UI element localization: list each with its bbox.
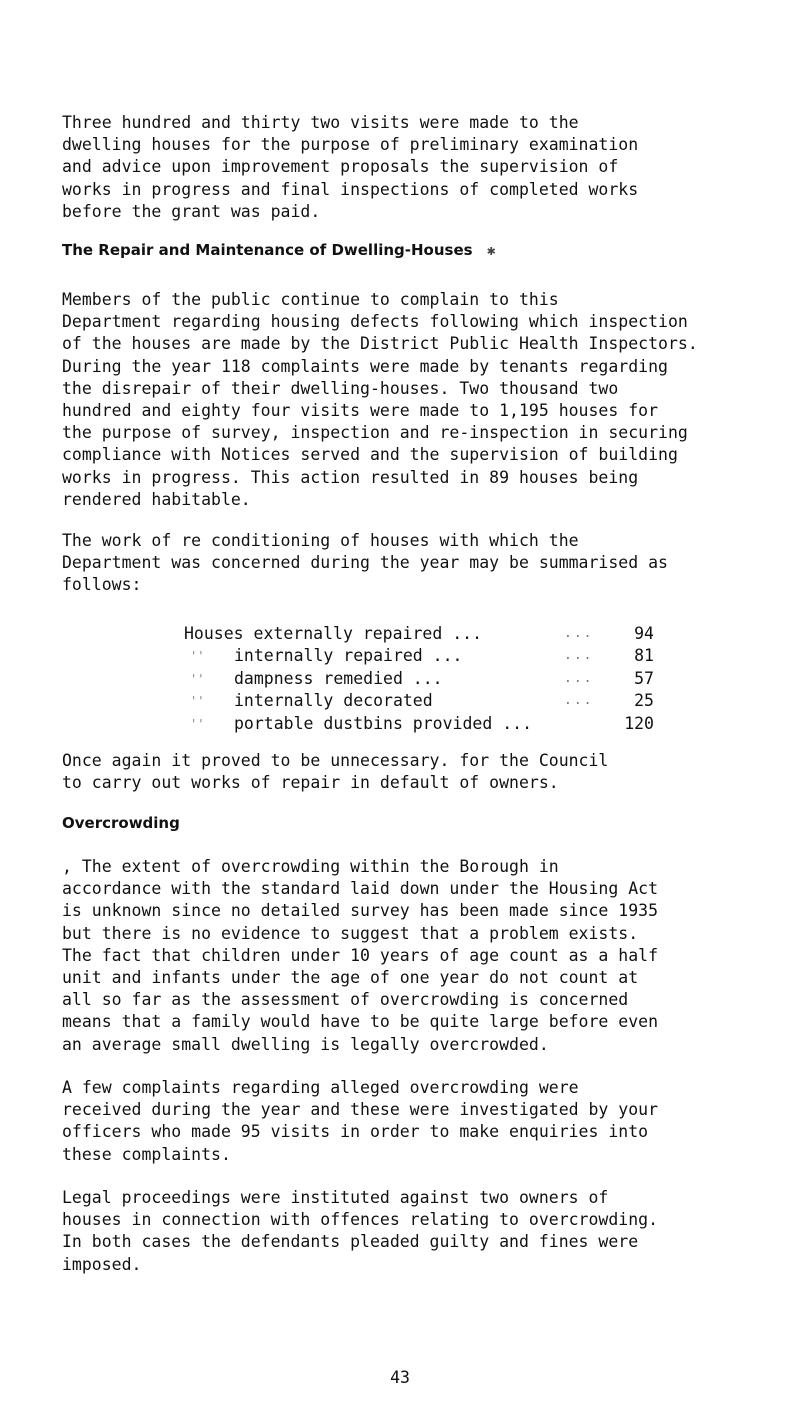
- leader-dots: ...: [564, 626, 594, 641]
- houses-prefix: Houses: [184, 624, 244, 643]
- reconditioning-table: [184, 623, 654, 735]
- row-label: internally decorated: [234, 691, 433, 711]
- table-row: [184, 668, 654, 690]
- row-value: 94: [634, 624, 654, 643]
- table-row: [184, 645, 654, 667]
- row-value: 25: [634, 691, 654, 711]
- paragraph-complaints: Members of the public continue to complain to this Department regarding housing defects following which inspection of the houses are made by the District Public Health Inspectors. During the year 118 complaints were made by tenants regarding the disrepair of their dwelling-houses. Two thousand two hundred and eighty four visits were made to 1,195 houses for the purpose of survey, inspection and re-inspection in securing compliance with Notices served and the supervision of building works in progress. This action resulted in 89 houses being rendered habitable.: [62, 290, 698, 509]
- ditto-mark: '': [190, 694, 205, 709]
- paragraph-reconditioning-intro: The work of re conditioning of houses with which the Department was concerned during the year may be summarised as follows:: [62, 531, 668, 595]
- asterisk-mark-icon: ✱: [486, 245, 496, 258]
- row-label: [184, 623, 482, 645]
- ditto-mark: '': [190, 671, 205, 686]
- leader-dots: ...: [564, 670, 594, 686]
- section-heading-repair: [62, 241, 496, 259]
- table-row: [184, 713, 654, 735]
- table-row: [184, 623, 654, 645]
- ditto-mark: '': [190, 649, 205, 664]
- leader-dots: ...: [564, 693, 594, 709]
- heading-text: The Repair and Maintenance of Dwelling-Houses: [62, 241, 473, 259]
- row-label: portable dustbins provided ...: [234, 713, 533, 733]
- row-value: 81: [634, 646, 654, 666]
- paragraph-overcrowding-complaints: A few complaints regarding alleged overcrowding were received during the year and these were investigated by your officers who made 95 visits in order to make enquiries into these complaints.: [62, 1078, 659, 1164]
- section-heading-overcrowding: Overcrowding: [62, 814, 180, 832]
- paragraph-overcrowding-extent: , The extent of overcrowding within the Borough in accordance with the standard laid down under the Housing Act is unknown since no detailed survey has been made since 1935 but there is no evidence to suggest that a problem exists. The fact that children under 10 years of age count as a half unit and infants under the age of one year do not count at all so far as the assessment of overcrowding is concerned means that a family would have to be quite large before even an average small dwelling is legally overcrowded.: [62, 857, 659, 1054]
- row-label: dampness remedied ...: [234, 668, 443, 688]
- row-label: internally repaired ...: [234, 646, 463, 666]
- row-value: 120: [624, 713, 654, 733]
- paragraph-legal-proceedings: Legal proceedings were instituted against two owners of houses in connection with offences relating to overcrowding. In both cases the defendants pleaded guilty and fines were imposed.: [62, 1188, 659, 1274]
- ditto-mark: '': [190, 716, 205, 731]
- paragraph-grant-visits: Three hundred and thirty two visits were made to the dwelling houses for the purpose of preliminary examination and advice upon improvement proposals the supervision of works in progress and final inspections of completed works before the grant was paid.: [62, 113, 639, 221]
- paragraph-default-works: Once again it proved to be unnecessary. for the Council to carry out works of repair in default of owners.: [62, 751, 609, 793]
- row-text: externally repaired ...: [253, 624, 483, 643]
- leader-dots: ...: [564, 648, 594, 664]
- page-number: 43: [390, 1368, 410, 1387]
- row-value: 57: [634, 668, 654, 688]
- table-row: [184, 690, 654, 712]
